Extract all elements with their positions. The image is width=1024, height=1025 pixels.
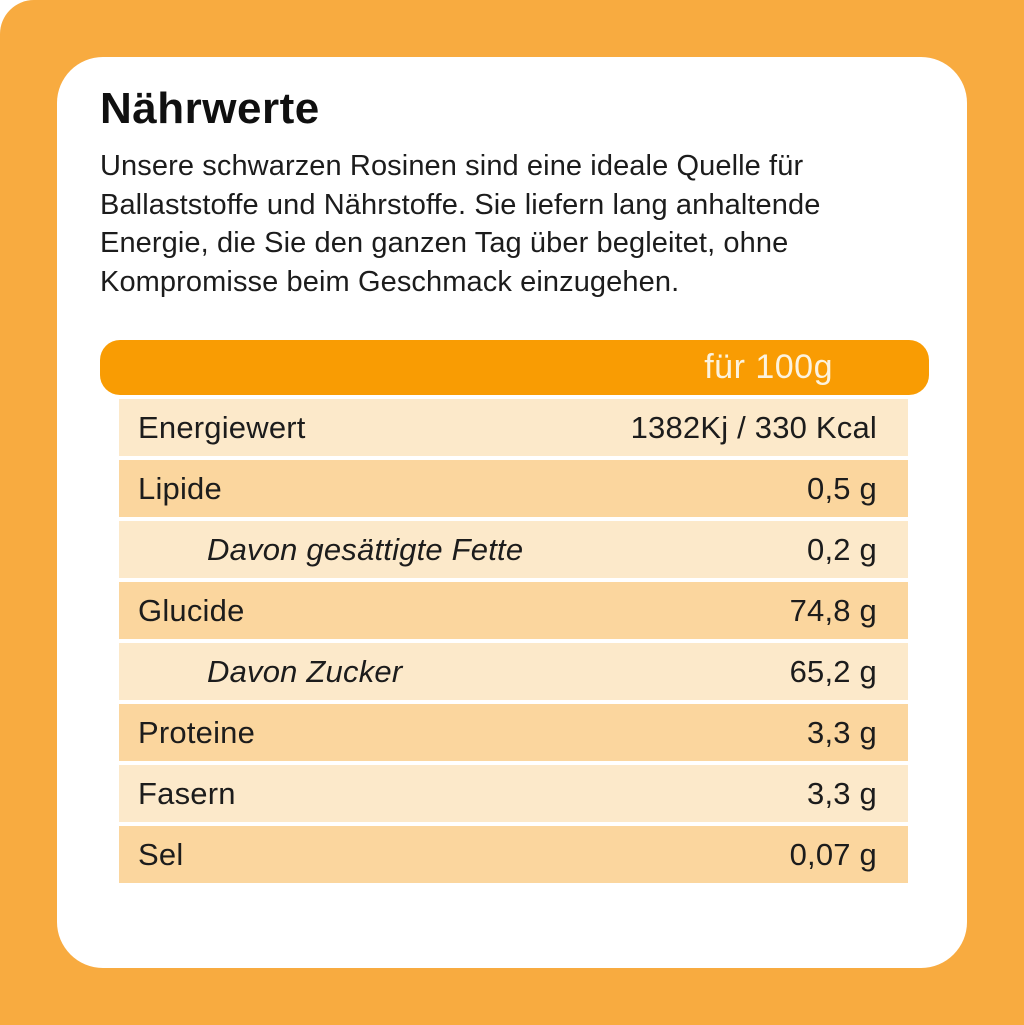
table-row-energiewert: [119, 399, 908, 456]
table-header-bar: [100, 340, 929, 395]
table-row-proteine: [119, 704, 908, 761]
row-label: Energiewert: [138, 409, 306, 445]
row-label: Glucide: [138, 592, 245, 628]
table-row-fasern: [119, 765, 908, 822]
row-value: 3,3 g: [807, 714, 877, 750]
row-value: 65,2 g: [789, 653, 877, 689]
row-value: 1382Kj / 330 Kcal: [630, 409, 877, 445]
nutrition-table: [119, 399, 908, 887]
row-value: 0,07 g: [789, 836, 877, 872]
table-row-sel: [119, 826, 908, 883]
row-label: Lipide: [138, 470, 222, 506]
product-description: Unsere schwarzen Rosinen sind eine ideale Quelle für Ballaststoffe und Nährstoffe. Sie liefern lang anhaltende Energie, die Sie den ganzen Tag über begleitet, ohne Kompromisse beim Geschmack einzugehen.: [100, 150, 821, 298]
table-row-gesaettigte-fette: [119, 521, 908, 578]
table-row-glucide: [119, 582, 908, 639]
page-title: Nährwerte: [100, 84, 320, 133]
row-label: Sel: [138, 836, 184, 872]
row-label: Proteine: [138, 714, 256, 750]
nutrition-card: [57, 57, 967, 968]
row-label: Fasern: [138, 775, 236, 811]
row-label: Davon Zucker: [207, 653, 403, 689]
row-value: 74,8 g: [789, 592, 877, 628]
row-label: Davon gesättigte Fette: [207, 531, 524, 567]
table-row-lipide: [119, 460, 908, 517]
column-header-per-100g: für 100g: [704, 348, 833, 386]
row-value: 0,2 g: [807, 531, 877, 567]
row-value: 3,3 g: [807, 775, 877, 811]
row-value: 0,5 g: [807, 470, 877, 506]
table-row-zucker: [119, 643, 908, 700]
